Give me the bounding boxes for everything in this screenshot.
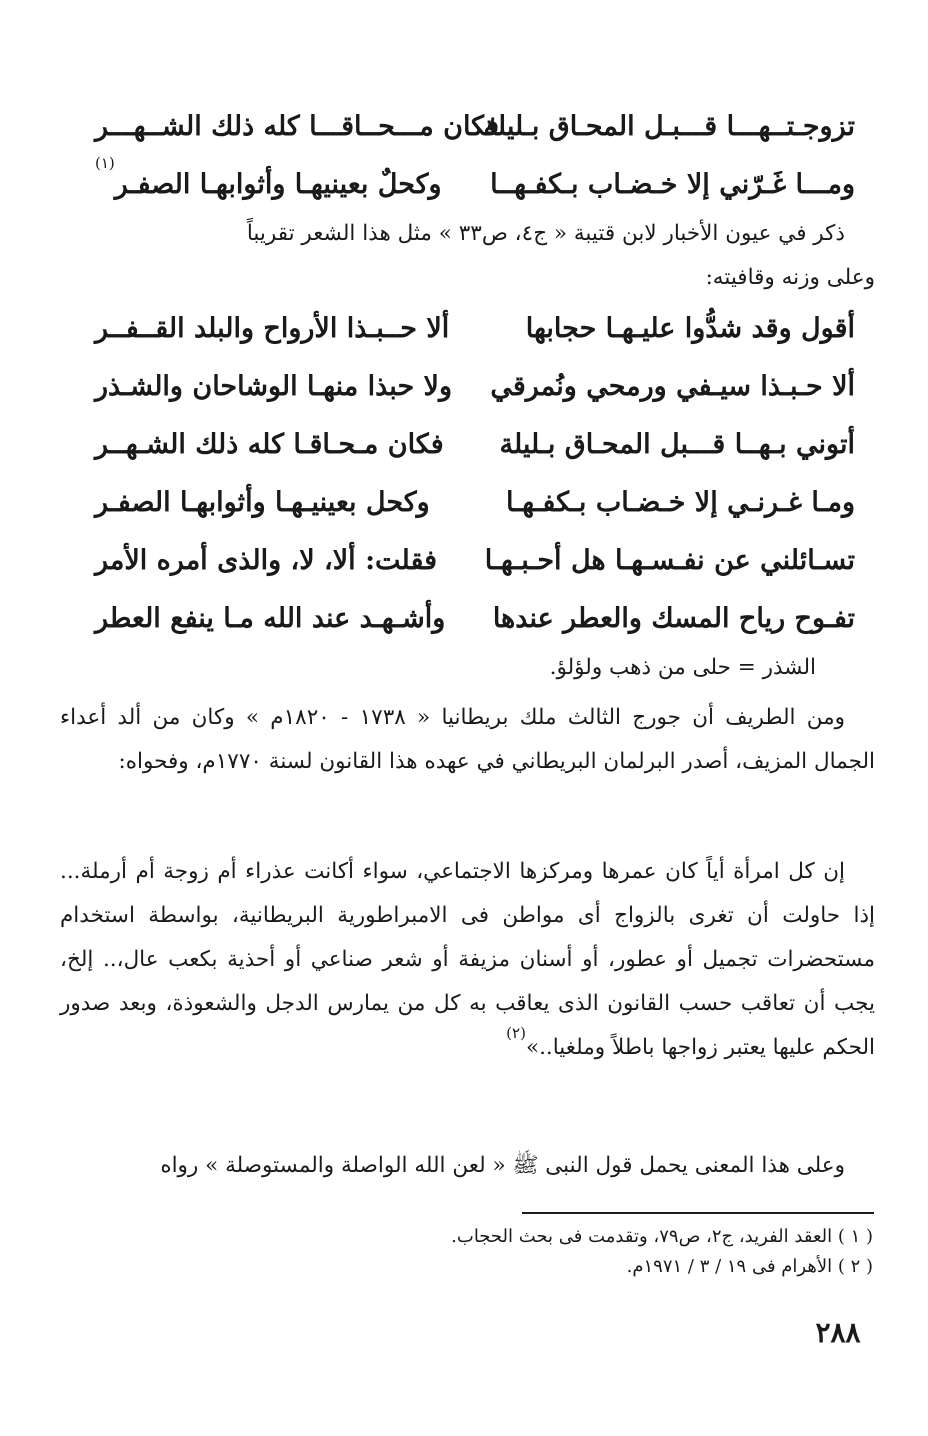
verse-second-hemistich: ألا حــبـذا الأرواح والبلد القــفــر xyxy=(95,313,450,344)
verse-first-hemistich: أتوني بـهــا قـــبل المحـاق بـليلة xyxy=(499,429,855,460)
verse-line xyxy=(95,156,855,214)
verse-second-hemistich xyxy=(95,156,442,214)
verses-main xyxy=(95,300,855,648)
verse-first-hemistich: تزوجـتــهـــا قـــبـل المحـاق بـليلة xyxy=(483,111,855,142)
verse-second-hemistich: وكحل بعينيـهـا وأثوابهـا الصفـر xyxy=(95,487,430,518)
verse-second-hemistich: ولا حبذا منهـا الوشاحان والشـذر xyxy=(95,371,452,402)
paragraph-law xyxy=(60,850,875,1070)
verse-first-hemistich: أقول وقد شدُّوا عليـهـا حجابها xyxy=(525,313,855,344)
footnote-1: ( ١ ) العقد الفريد، ج٢، ص٧٩، وتقدمت فى بحث الحجاب. xyxy=(451,1226,873,1247)
footnote-2: ( ٢ ) الأهرام فى ١٩ / ٣ / ١٩٧١م. xyxy=(626,1256,873,1277)
paragraph-text: إن كل امرأة أياً كان عمرها ومركزها الاجتماعي، سواء أكانت عذراء أم زوجة أم أرملة... إذا حاولت أن تغرى بالزواج أى مواطن فى الامبراطورية البريطانية، بواسطة استخدام مستحضرات تجميل أو عطور، أو أسنان مزيفة أو شعر صناعي أو أحذية بكعب عال،.. إلخ، يجب أن تعاقب حسب القانون الذى يعاقب به كل من يمارس الدجل والشعوذة، وبعد صدور الحكم عليها يعتبر زواجها باطلاً وملغيا..» xyxy=(60,859,875,1060)
verse-first-hemistich: ألا حـبـذا سيـفي ورمحي ونُمرقي xyxy=(490,371,855,402)
intro-paragraph xyxy=(60,212,875,300)
verse-line xyxy=(95,416,855,474)
verse-line xyxy=(95,358,855,416)
verse-line xyxy=(95,300,855,358)
intro-line-1: ذكر في عيون الأخبار لابن قتيبة « ج٤، ص٣٣ » مثل هذا الشعر تقريباً xyxy=(246,221,845,246)
gloss-note: الشذر = حلى من ذهب ولؤلؤ. xyxy=(549,655,816,680)
footnotes xyxy=(173,1222,873,1282)
page-number: ٢٨٨ xyxy=(815,1316,861,1349)
verse-first-hemistich: ومـــا غَـرّني إلا خـضـاب بـكفـهــا xyxy=(490,169,855,200)
footnote-divider xyxy=(522,1212,874,1214)
verse-first-hemistich: تفـوح رياح المسك والعطر عندها xyxy=(492,603,855,634)
intro-line-2: وعلى وزنه وقافيته: xyxy=(705,265,875,290)
footnote-ref: (٢) xyxy=(506,1024,526,1042)
verse-line xyxy=(95,532,855,590)
verse-first-hemistich: تسـائلني عن نفـسـهـا هل أحـبـهـا xyxy=(484,545,855,576)
verse-text: وكحلٌ بعينيهـا وأثوابهـا الصفـر xyxy=(114,169,442,200)
verse-line xyxy=(95,474,855,532)
verse-line xyxy=(95,98,855,156)
verse-first-hemistich: ومـا غـرنـي إلا خـضـاب بـكفـهـا xyxy=(505,487,855,518)
paragraph-text: وعلى هذا المعنى يحمل قول النبى ﷺ « لعن الله الواصلة والمستوصلة » رواه xyxy=(160,1153,845,1178)
footnote-ref: (١) xyxy=(95,154,115,172)
paragraph-hadith xyxy=(60,1144,875,1188)
verse-second-hemistich: فكان مـــحــاقـــا كله ذلك الشــهـــر xyxy=(95,111,499,142)
verse-second-hemistich: فكان مـحـاقـا كله ذلك الشـهــر xyxy=(95,429,444,460)
paragraph-text: ومن الطريف أن جورج الثالث ملك بريطانيا « ١٧٣٨ - ١٨٢٠م » وكان من ألد أعداء الجمال المزيف، أصدر البرلمان البريطاني في عهده هذا القانون لسنة ١٧٧٠م، وفحواه: xyxy=(60,705,875,774)
verse-line xyxy=(95,590,855,648)
paragraph-george xyxy=(60,696,875,784)
verse-second-hemistich: فقلت: ألا، لا، والذى أمره الأمر xyxy=(95,545,438,576)
verses-top xyxy=(95,98,855,214)
verse-second-hemistich: وأشـهـد عند الله مـا ينفع العطر xyxy=(95,603,446,634)
